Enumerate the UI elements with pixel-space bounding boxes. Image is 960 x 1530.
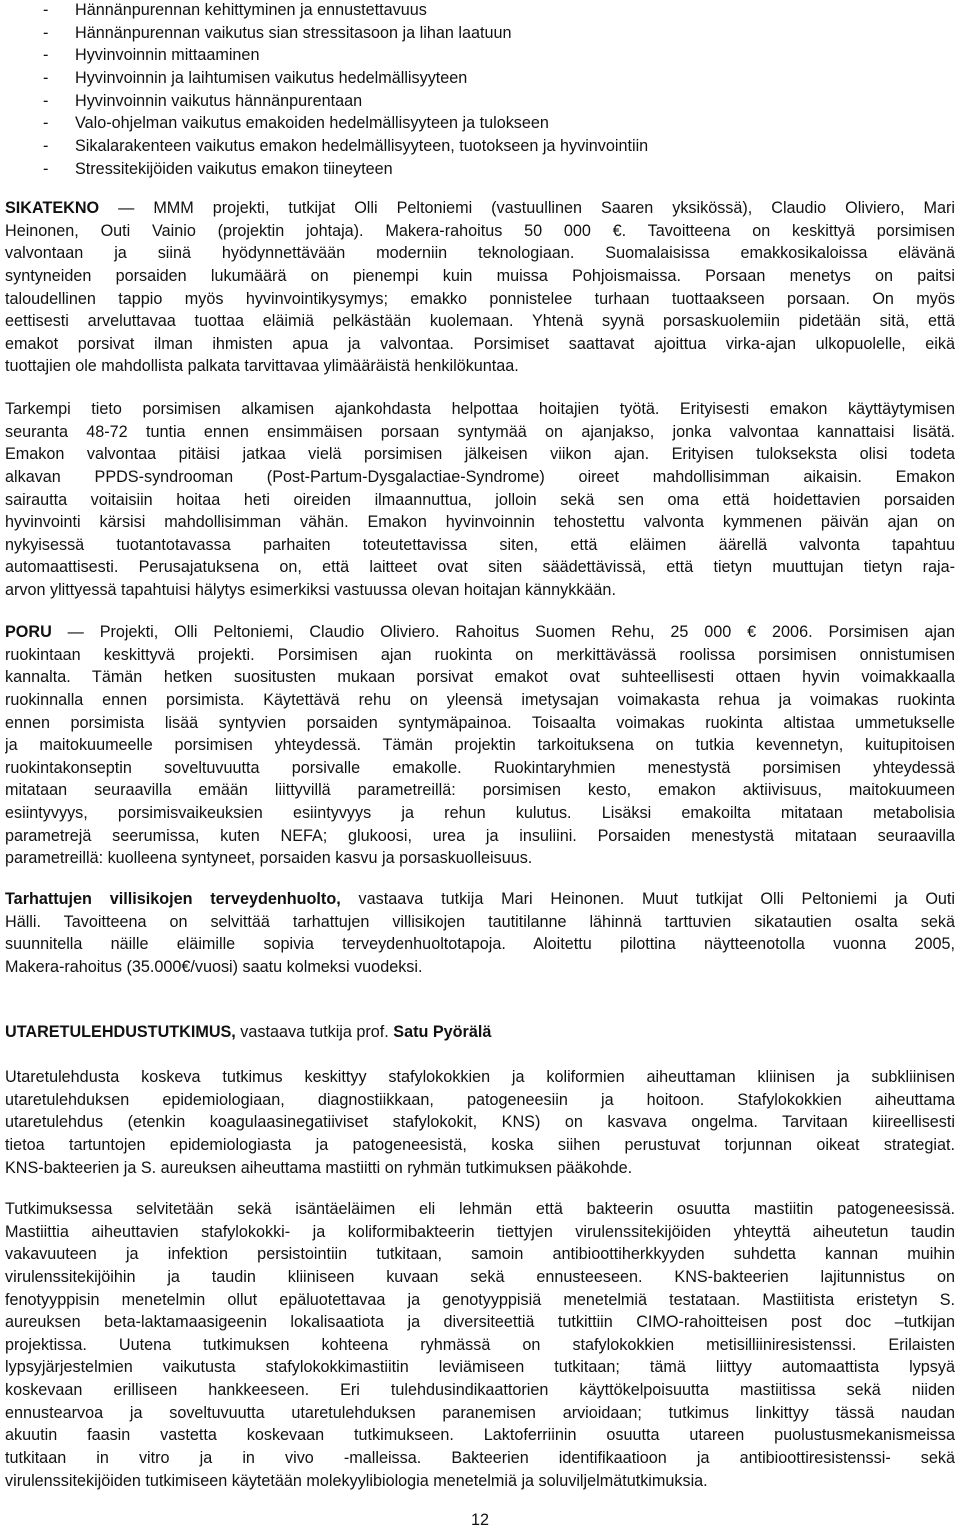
bullet-text: Hyvinvoinnin ja laihtumisen vaikutus hedelmällisyyteen — [75, 69, 468, 88]
paragraph-utaretulehdus-tutkimus — [5, 1198, 955, 1492]
bullet-item — [0, 135, 648, 158]
text-line: arvon ylittyessä tapahtuisi hälytys esimerkiksi vastuussa olevan hoitajan kännykkään. — [5, 581, 616, 600]
text-line: Tarhattujen villisikojen terveydenhuolto, vastaava tutkija Mari Heinonen. Muut tutkijat Olli Peltoniemi ja Outi — [5, 890, 955, 908]
text-line: Utaretulehdusta koskeva tutkimus keskittyy stafylokokkien ja koliformien aiheuttaman kliinisen ja subkliinisen — [5, 1068, 955, 1086]
heading-role-text: vastaava tutkija prof. — [235, 1023, 394, 1041]
text-line: esiintyvyys, porsimisvaikeuksien esiintyvyys ja rehun kulutus. Lisäksi emakoilta mitataan metabolisia — [5, 804, 955, 823]
bullet-dash: - — [43, 1, 49, 19]
text-line: parametrejä seerumissa, kuten NEFA; glukoosi, urea ja insuliini. Porsaiden menestystä mitataan seuraavilla — [5, 826, 955, 845]
text-line: ennustearvoa ja soveltuvuutta utaretulehduksen paranemisen arvioidaan; tutkimus linkittyy tässä naudan — [5, 1403, 955, 1422]
section-heading-utaretulehdustutkimus — [5, 1021, 491, 1044]
text-line: automaattisesti. Perusajatuksena on, että laitteet ovat siten säädettävissä, että tietyn muuttujan tietyn raja- — [5, 558, 955, 577]
bullet-item — [0, 112, 648, 135]
bullet-item — [0, 22, 648, 45]
text-line: taloudellinen tappio myös hyvinvointikysymys; emakko ponnistelee turhaan tuottaakseen porsaan. On myös — [5, 289, 955, 308]
text-line: Tutkimuksessa selvitetään sekä isäntäeläimen eli lehmän että bakteerin osuutta mastiitin patogeneesissä. — [5, 1200, 955, 1218]
text-line: Mastiittia aiheuttavien stafylokokki- ja koliformibakteerin tiettyjen virulenssitekijöiden yhteyttä aiheutetun taudin — [5, 1222, 955, 1241]
text-line: syntyneiden porsaiden lukumäärä on pienempi kuin muissa Pohjoismaissa. Porsaan menetys on paitsi — [5, 266, 955, 285]
text-line: valvontaan ja siinä hyödynnettävään moderniin teknologiaan. Suomalaisissa emakkosikaloissa elävänä — [5, 244, 955, 263]
bullet-item — [0, 0, 648, 22]
bullet-list — [0, 0, 648, 181]
text-line: ruokintakonseptin soveltuvuutta porsivalle emakolle. Ruokintaryhmien menestystä porsimisen yhteydessä — [5, 758, 955, 777]
bullet-dash: - — [43, 23, 49, 42]
paragraph-utaretulehdus-intro — [5, 1066, 955, 1179]
bullet-text: Sikalarakenteen vaikutus emakon hedelmällisyyteen, tuotokseen ja hyvinvointiin — [75, 137, 649, 156]
heading-researcher-name: Satu Pyörälä — [393, 1023, 492, 1041]
text-line: parametreillä: kuolleena syntyneet, porsaiden kasvu ja porsaskuolleisuus. — [5, 849, 533, 868]
bullet-text: Hännänpurennan kehittyminen ja ennustettavuus — [75, 1, 427, 19]
text-line: seuranta 48-72 tuntia ennen ensimmäisen porsaan syntymää on ajanjakso, jonka valvontaa kannattaisi lisätä. — [5, 422, 955, 441]
bullet-item — [0, 67, 648, 90]
bullet-text: Valo-ohjelman vaikutus emakoiden hedelmällisyyteen ja tulokseen — [75, 114, 549, 133]
bullet-item — [0, 44, 648, 67]
text-line: utaretulehduksen epidemiologiaan, diagnostiikkaan, patogeneesiin ja hoitoon. Stafylokokkien aiheuttama — [5, 1090, 955, 1109]
text-line: Tarkempi tieto porsimisen alkamisen ajankohdasta helpottaa hoitajien työtä. Erityisesti emakon käyttäytymisen — [5, 400, 955, 418]
bullet-dash: - — [43, 159, 49, 178]
text-line: projektissa. Uutena tutkimuksen kohteena ryhmässä on stafylokokkien metisilliiniresistenssi. Erilaisten — [5, 1335, 955, 1354]
text-line: vakavuuteen ja infektion persistointiin tutkitaan, samoin antibioottiherkkyyden suhdetta kannan muihin — [5, 1245, 955, 1264]
bullet-item — [0, 90, 648, 113]
text-line: ennen porsimista lisää syntyvien porsaiden syntymäpainoa. Toisaalta voimakas ruokinta altistaa ummetukselle — [5, 713, 955, 732]
bullet-dash: - — [43, 114, 49, 133]
text-line: virulenssitekijöiden tutkimiseen käytetään molekyylibiologia menetelmiä ja soluviljelmätutkimuksia. — [5, 1471, 708, 1490]
text-line: eettisesti arveluttavaa tuottaa eläimiä pelkästään kuolemaan. Yhtenä syynä porsaskuolemiin pidetään sitä, että — [5, 312, 955, 331]
text-line: KNS-bakteerien ja S. aureuksen aiheuttama mastiitti on ryhmän tutkimuksen pääkohde. — [5, 1158, 633, 1177]
paragraph-poru — [5, 621, 955, 870]
text-line: hyvinvointi kärsisi mahdollisimman vähän. Emakon hyvinvoinnin tehostettu valvonta kymmenen päivän ajan on — [5, 513, 955, 532]
text-line: suunnitella näille eläimille sopivia terveydenhuoltotapoja. Aloitettu pilottina näytteenotolla vuonna 2005, — [5, 935, 955, 954]
text-line: Emakon valvontaa pitäisi jatkaa vielä porsimisen jälkeisen viikon ajan. Erityisen tulokseksta olisi todeta — [5, 445, 955, 464]
bullet-text: Hännänpurennan vaikutus sian stressitasoon ja lihan laatuun — [75, 23, 512, 42]
text-line: PORU — Projekti, Olli Peltoniemi, Claudio Oliviero. Rahoitus Suomen Rehu, 25 000 € 2006. Porsimisen ajan — [5, 623, 955, 641]
text-line: Makera-rahoitus (35.000€/vuosi) saatu kolmeksi vuodeksi. — [5, 957, 423, 976]
text-line: ruokintaan keskittyvä projekti. Porsimisen ajan ruokinta on merkittävässä roolissa porsimisen onnistumisen — [5, 645, 955, 664]
heading-bold-title: UTARETULEHDUSTUTKIMUS, — [5, 1023, 236, 1041]
text-line: utaretulehdus (etenkin koagulaasinegatiiviset stafylokokit, KNS) on kasvava ongelma. Tarvitaan kiireellisesti — [5, 1113, 955, 1132]
text-line: akuutin faasin vastetta koskevaan tutkimukseen. Laktoferriinin osuutta utareen puolustusmekanismeissa — [5, 1426, 955, 1445]
text-line: tuottajien ole mahdollista palkata tarvittavaa ylimääräistä henkilökuntaa. — [5, 357, 519, 376]
text-line: sairautta voitaisiin hoitaa heti oireiden ilmaannuttua, jolloin sekä sen oma että hoidettavien porsaiden — [5, 490, 955, 509]
bullet-dash: - — [43, 91, 49, 110]
text-line: alkavan PPDS-syndrooman (Post-Partum-Dysgalactiae-Syndrome) oireet mahdollisimman aikaisin. Emakon — [5, 467, 955, 486]
text-line: ja maitokuumeelle porsimisen yhteydessä. Tämän projektin tarkoituksena on tutkia kevennetyn, kuitupitoisen — [5, 736, 955, 755]
bullet-dash: - — [43, 69, 49, 88]
bullet-text: Hyvinvoinnin mittaaminen — [75, 46, 260, 65]
paragraph-tarhattujen-villisikojen — [5, 888, 955, 979]
text-line: SIKATEKNO — MMM projekti, tutkijat Olli Peltoniemi (vastuullinen Saaren yksikössä), Claudio Oliviero, Mari — [5, 199, 955, 217]
text-line: Hälli. Tavoitteena on selvittää tarhattujen villisikojen tautitilanne lähinnä tarttuvien sikatautien osalta sekä — [5, 912, 955, 931]
paragraph-porsimisen-valvonta — [5, 398, 955, 602]
bullet-text: Hyvinvoinnin vaikutus hännänpurentaan — [75, 91, 363, 110]
page-number: 12 — [470, 1511, 489, 1529]
bullet-item — [0, 158, 648, 181]
text-line: aureuksen beta-laktamaasigeenin lokalisaatiota ja diversiteettiä tutkittiin CIMO-rahoitteisen post doc –tutkijan — [5, 1313, 955, 1332]
text-line: virulenssitekijöihin ja taudin kliiniseen kuvaan sekä ennusteeseen. KNS-bakteerien lajitunnistus on — [5, 1267, 955, 1286]
text-line: tietoa tartuntojen epidemiologiasta ja patogeneesistä, koska siihen perustuvat torjunnan oikeat strategiat. — [5, 1135, 955, 1154]
paragraph-sikatekno — [5, 197, 955, 378]
text-line: nykyisessä tuotantotavassa parhaiten toteutettavissa siten, että eläimen äärellä valvonta tapahtuu — [5, 535, 955, 554]
text-line: Heinonen, Outi Vainio (projektin johtaja). Makera-rahoitus 50 000 €. Tavoitteena on keskittyä porsimisen — [5, 221, 955, 240]
text-line: emakot porsivat ilman ihmisten apua ja valvontaa. Porsimiset saattavat ajoittua virka-ajan ulkopuolelle, eikä — [5, 334, 955, 353]
text-line: kannalta. Tämän hetken suositusten mukaan porsivat emakot ovat suhteellisesti ottaen hyvin voimakkaalla — [5, 668, 955, 687]
bullet-dash: - — [43, 137, 49, 156]
text-line: tutkitaan in vitro ja in vivo -malleissa. Bakteerien identifikaatioon ja antibioottiresistenssi- sekä — [5, 1449, 955, 1468]
text-line: ruokinnalla ennen porsimista. Käytettävä rehu on yleensä imetysajan voimakasta rehua ja voimakas ruokinta — [5, 690, 955, 709]
bullet-dash: - — [43, 46, 49, 65]
text-line: mitataan seuraavilla emään liittyvillä parametreillä: porsimisen kesto, emakon aktiivisuus, maitokuumeen — [5, 781, 955, 800]
text-line: lypsyjärjestelmien vaikutusta stafylokokkimastiitin leviämiseen tutkitaan; tämä liittyy automaattista lypsyä — [5, 1358, 955, 1377]
text-line: fenotyyppisin menetelmin ollut epäluotettavaa ja genotyyppisiä menetelmiä testataan. Mastiitista eristetyn S. — [5, 1290, 955, 1309]
text-line: koskevaan erilliseen hankkeeseen. Eri tulehdusindikaattorien käyttökelpoisuutta mastiitissa sekä niiden — [5, 1381, 955, 1400]
bullet-text: Stressitekijöiden vaikutus emakon tiineyteen — [75, 159, 393, 178]
